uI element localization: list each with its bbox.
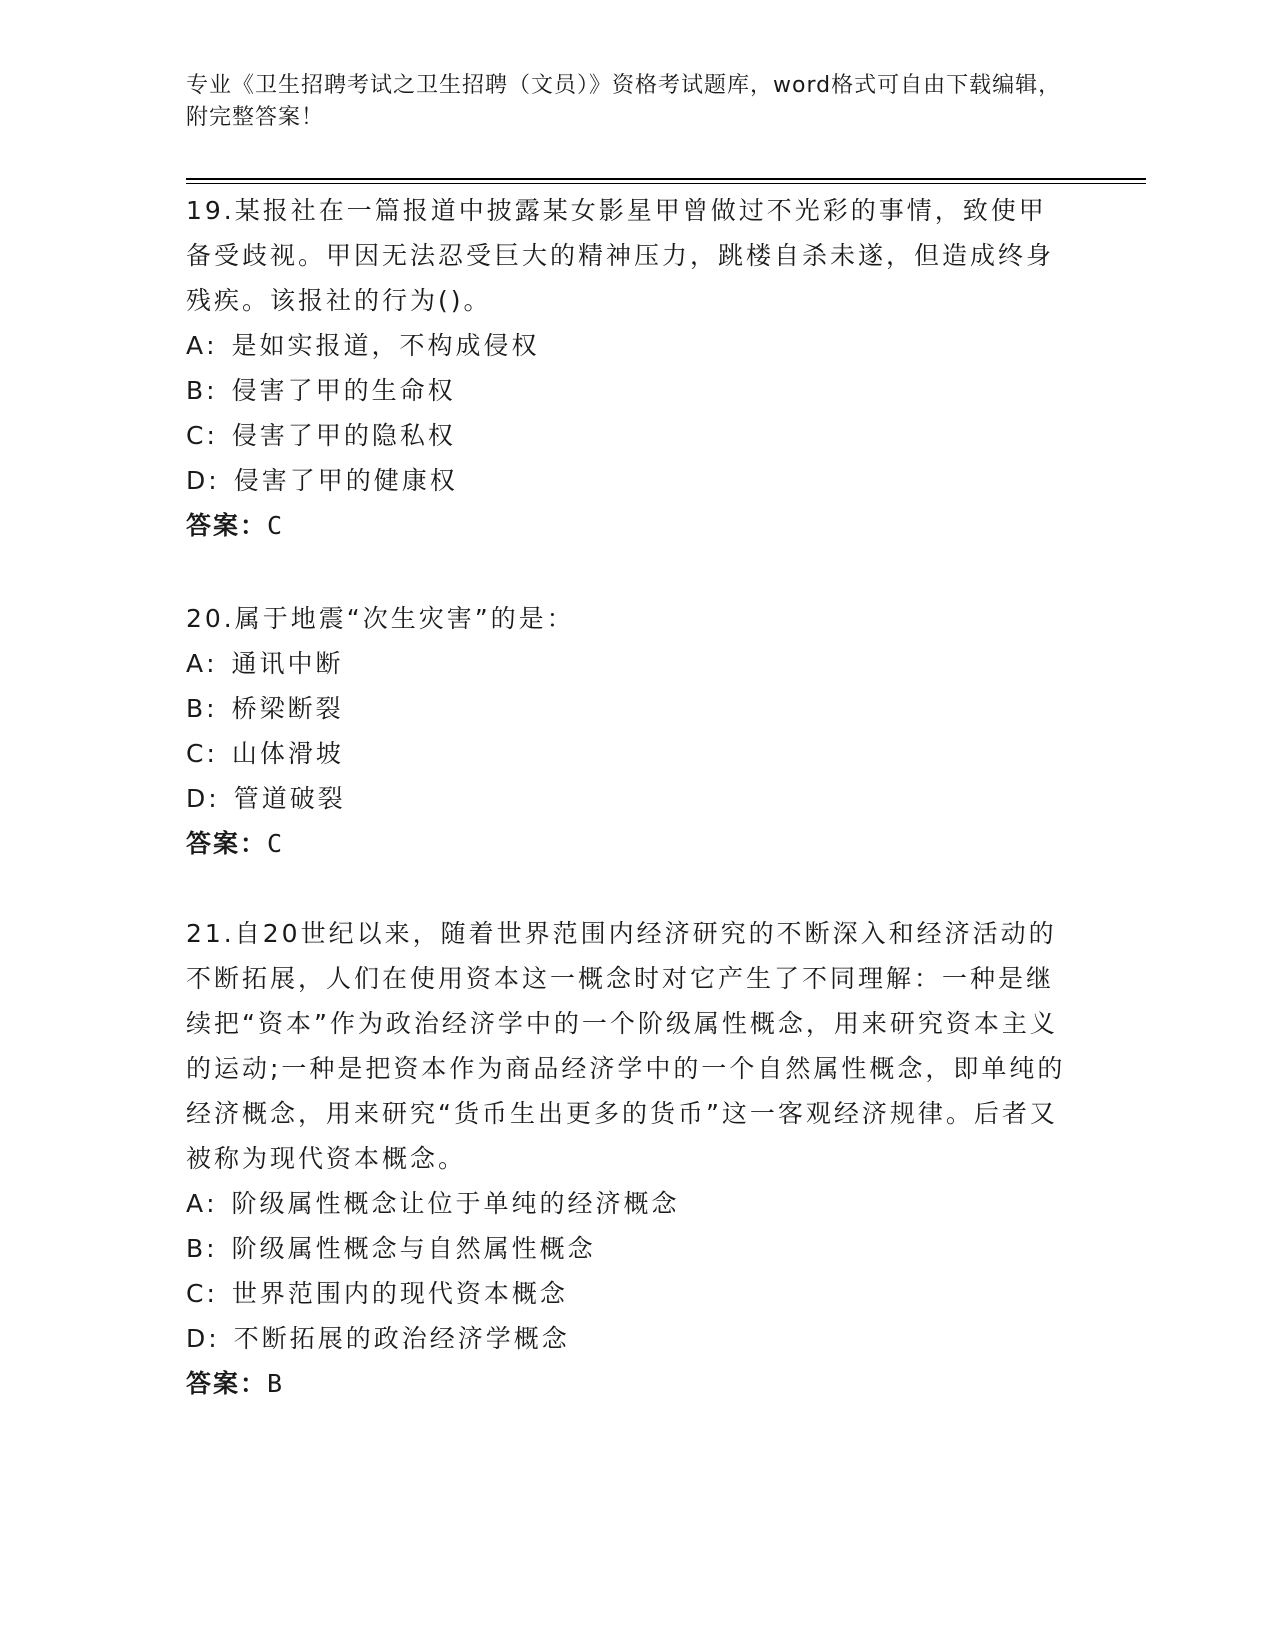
answer-label: 答案：	[186, 511, 268, 540]
option-letter: C	[186, 1279, 207, 1308]
option-a	[186, 641, 1066, 686]
option-text: 世界范围内的现代资本概念	[231, 1279, 568, 1308]
header-divider-thick	[186, 178, 1146, 180]
answer-value: B	[267, 1369, 285, 1398]
option-text: 桥梁断裂	[231, 694, 344, 723]
option-letter: D	[186, 1324, 209, 1353]
question-21	[186, 911, 1066, 1406]
option-separator: :	[206, 376, 218, 405]
option-letter: A	[186, 649, 207, 678]
option-b	[186, 686, 1066, 731]
option-text: 通讯中断	[231, 649, 344, 678]
document-header: 专业《卫生招聘考试之卫生招聘（文员）》资格考试题库，word格式可自由下载编辑，附完整答案！	[186, 73, 1062, 130]
option-separator: :	[206, 331, 218, 360]
answer-label: 答案：	[186, 829, 268, 858]
answer-line	[186, 821, 1066, 866]
option-separator: :	[206, 1234, 218, 1263]
option-d	[186, 1316, 1066, 1361]
option-separator: :	[206, 694, 218, 723]
option-letter: A	[186, 1189, 207, 1218]
option-separator: :	[208, 1324, 220, 1353]
question-stem: 20.属于地震“次生灾害”的是：	[186, 604, 575, 633]
option-c	[186, 1271, 1066, 1316]
option-text: 不断拓展的政治经济学概念	[233, 1324, 570, 1353]
option-text: 侵害了甲的健康权	[233, 466, 458, 495]
question-stem: 21.自20世纪以来，随着世界范围内经济研究的不断深入和经济活动的不断拓展，人们在使用资本这一概念时对它产生了不同理解：一种是继续把“资本”作为政治经济学中的一个阶级属性概念，用来研究资本主义的运动;一种是把资本作为商品经济学中的一个自然属性概念，即单纯的经济概念，用来研究“货币生出更多的货币”这一客观经济规律。后者又被称为现代资本概念。	[186, 919, 1066, 1173]
option-text: 侵害了甲的隐私权	[231, 421, 456, 450]
question-19	[186, 188, 1066, 548]
option-a	[186, 1181, 1066, 1226]
option-letter: B	[186, 1234, 207, 1263]
answer-line	[186, 503, 1066, 548]
option-separator: :	[208, 466, 220, 495]
option-text: 阶级属性概念与自然属性概念	[231, 1234, 596, 1263]
option-separator: :	[206, 649, 218, 678]
option-letter: B	[186, 376, 207, 405]
option-letter: C	[186, 739, 207, 768]
option-separator: :	[206, 421, 218, 450]
option-text: 侵害了甲的生命权	[231, 376, 456, 405]
option-c	[186, 413, 1066, 458]
option-d	[186, 458, 1066, 503]
question-20	[186, 596, 1066, 866]
option-separator: :	[208, 784, 220, 813]
answer-label: 答案：	[186, 1369, 268, 1398]
option-letter: A	[186, 331, 207, 360]
option-letter: C	[186, 421, 207, 450]
option-c	[186, 731, 1066, 776]
answer-value: C	[267, 511, 285, 540]
option-text: 山体滑坡	[231, 739, 344, 768]
answer-value: C	[267, 829, 285, 858]
option-letter: D	[186, 784, 209, 813]
option-d	[186, 776, 1066, 821]
option-letter: D	[186, 466, 209, 495]
option-text: 阶级属性概念让位于单纯的经济概念	[231, 1189, 680, 1218]
option-b	[186, 368, 1066, 413]
option-letter: B	[186, 694, 207, 723]
question-stem: 19.某报社在一篇报道中披露某女影星甲曾做过不光彩的事情，致使甲备受歧视。甲因无法忍受巨大的精神压力，跳楼自杀未遂，但造成终身残疾。该报社的行为()。	[186, 196, 1055, 315]
option-a	[186, 323, 1066, 368]
header-divider-thin	[186, 183, 1146, 184]
option-text: 管道破裂	[233, 784, 346, 813]
option-separator: :	[206, 1189, 218, 1218]
option-separator: :	[206, 1279, 218, 1308]
option-text: 是如实报道，不构成侵权	[231, 331, 540, 360]
option-b	[186, 1226, 1066, 1271]
answer-line	[186, 1361, 1066, 1406]
option-separator: :	[206, 739, 218, 768]
